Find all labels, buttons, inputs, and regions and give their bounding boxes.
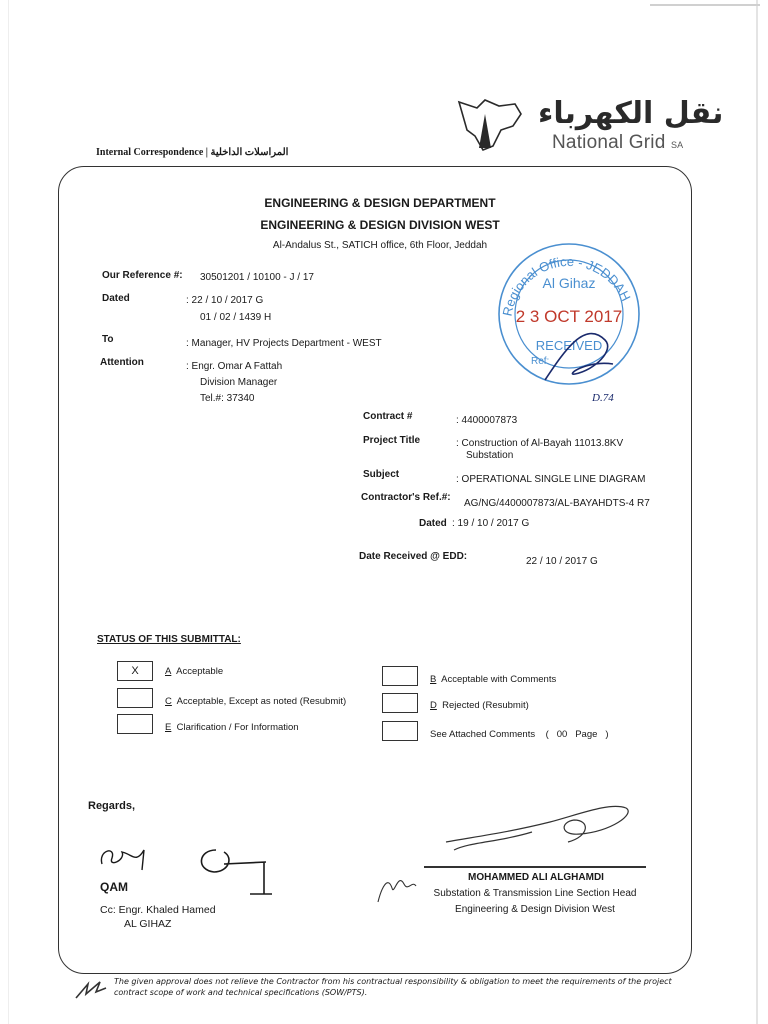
department-title: ENGINEERING & DESIGN DEPARTMENT (264, 196, 496, 210)
attention-tel: Tel.#: 37340 (200, 393, 255, 404)
date-received-value: 22 / 10 / 2017 G (526, 556, 598, 567)
option-letter-b: B (430, 674, 437, 685)
cc-line-1: Cc: Engr. Khaled Hamed (100, 904, 216, 916)
qam-initials-signature (96, 840, 156, 880)
footer-logo-icon (74, 980, 108, 1000)
stamp-ring-text: Regional Office - JEDDAH (499, 253, 634, 318)
signatory-name: MOHAMMED ALI ALGHAMDI (468, 872, 604, 883)
regards-text: Regards, (88, 800, 136, 812)
attention-name: : Engr. Omar A Fattah (186, 361, 283, 372)
contractor-dated-value: : 19 / 10 / 2017 G (452, 518, 530, 529)
option-text-e: Clarification / For Information (176, 722, 299, 733)
division-title: ENGINEERING & DESIGN DIVISION WEST (260, 218, 500, 232)
stamp-name: Al Gihaz (542, 275, 596, 291)
checkbox-acceptable-except[interactable] (117, 688, 153, 708)
signatory-signature (440, 792, 640, 862)
initial-signature (374, 866, 418, 906)
page-edge-top (650, 4, 760, 6)
checkbox-acceptable[interactable]: X (117, 661, 153, 681)
option-letter-a: A (165, 666, 172, 677)
project-title-label: Project Title (363, 435, 421, 446)
attention-label: Attention (100, 357, 144, 368)
footer-disclaimer: The given approval does not relieve the Contractor from his contractual responsibility & obligation to meet the requirements of the project contract scope of work and technical specifications (SOW/PTS). (114, 977, 672, 997)
to-value: : Manager, HV Projects Department - WEST (186, 338, 382, 349)
our-reference-value: 30501201 / 10100 - J / 17 (200, 272, 314, 283)
national-grid-logo-icon (455, 96, 535, 156)
option-see-attached: See Attached Comments ( 00 Page ) (430, 729, 609, 740)
signatory-title: Substation & Transmission Line Section Head (433, 888, 637, 899)
option-letter-c: C (165, 696, 172, 707)
internal-correspondence-label: Internal Correspondence | المراسلات الداخلية (96, 147, 289, 158)
page-edge-right (756, 0, 758, 1024)
checkbox-rejected[interactable] (382, 693, 418, 713)
option-acceptable (165, 666, 223, 677)
qam-signature (194, 842, 274, 898)
stamp-date: 2 3 OCT 2017 (515, 307, 623, 326)
logo-english-name: National Grid (552, 132, 666, 153)
contractor-ref-label: Contractor's Ref.#: (361, 492, 451, 503)
option-acceptable-except (165, 696, 346, 707)
qam-label: QAM (100, 880, 128, 894)
logo-arabic-text: نقل الكهرباء (538, 96, 724, 131)
option-text-c: Acceptable, Except as noted (Resubmit) (176, 696, 347, 707)
option-rejected (430, 700, 529, 711)
checkbox-clarification[interactable] (117, 714, 153, 734)
to-label: To (102, 334, 114, 345)
cc-line-2: AL GIHAZ (124, 918, 172, 930)
option-acceptable-comments (430, 674, 556, 685)
option-text-a: Acceptable (176, 666, 224, 677)
contract-value: : 4400007873 (456, 415, 518, 426)
checkbox-see-attached[interactable] (382, 721, 418, 741)
option-letter-d: D (430, 700, 437, 711)
stamp-handwritten-mark: D.74 (592, 392, 614, 404)
logo-suffix: SA (670, 140, 684, 150)
dated-hijri: 01 / 02 / 1439 H (200, 312, 272, 323)
option-text-d: Rejected (Resubmit) (442, 700, 529, 711)
office-address: Al-Andalus St., SATICH office, 6th Floor, Jeddah (272, 240, 488, 251)
page-edge-left (8, 0, 9, 1024)
subject-value: : OPERATIONAL SINGLE LINE DIAGRAM (456, 474, 646, 485)
project-title-value-2: Substation (466, 450, 514, 461)
stamp-ref: Ref: (531, 356, 550, 367)
signatory-division: Engineering & Design Division West (455, 904, 615, 915)
date-received-label: Date Received @ EDD: (359, 551, 468, 562)
status-title: STATUS OF THIS SUBMITTAL: (97, 634, 241, 645)
signature-line (424, 866, 646, 868)
option-clarification (165, 722, 299, 733)
checkbox-acceptable-comments[interactable] (382, 666, 418, 686)
contractor-ref-value: AG/NG/4400007873/AL-BAYAHDTS-4 R7 (464, 498, 650, 509)
our-reference-label: Our Reference #: (102, 270, 183, 281)
contractor-dated-label: Dated (419, 518, 447, 529)
option-letter-e: E (165, 722, 172, 733)
received-stamp-icon (495, 240, 643, 388)
attention-title: Division Manager (200, 377, 278, 388)
dated-gregorian: : 22 / 10 / 2017 G (186, 295, 264, 306)
project-title-value: : Construction of Al-Bayah 11013.8KV (456, 438, 624, 449)
subject-label: Subject (363, 469, 400, 480)
logo-english-text (552, 132, 683, 154)
dated-label: Dated (102, 293, 130, 304)
stamp-status: RECEIVED (535, 338, 603, 353)
option-text-b: Acceptable with Comments (441, 674, 557, 685)
contract-label: Contract # (363, 411, 413, 422)
